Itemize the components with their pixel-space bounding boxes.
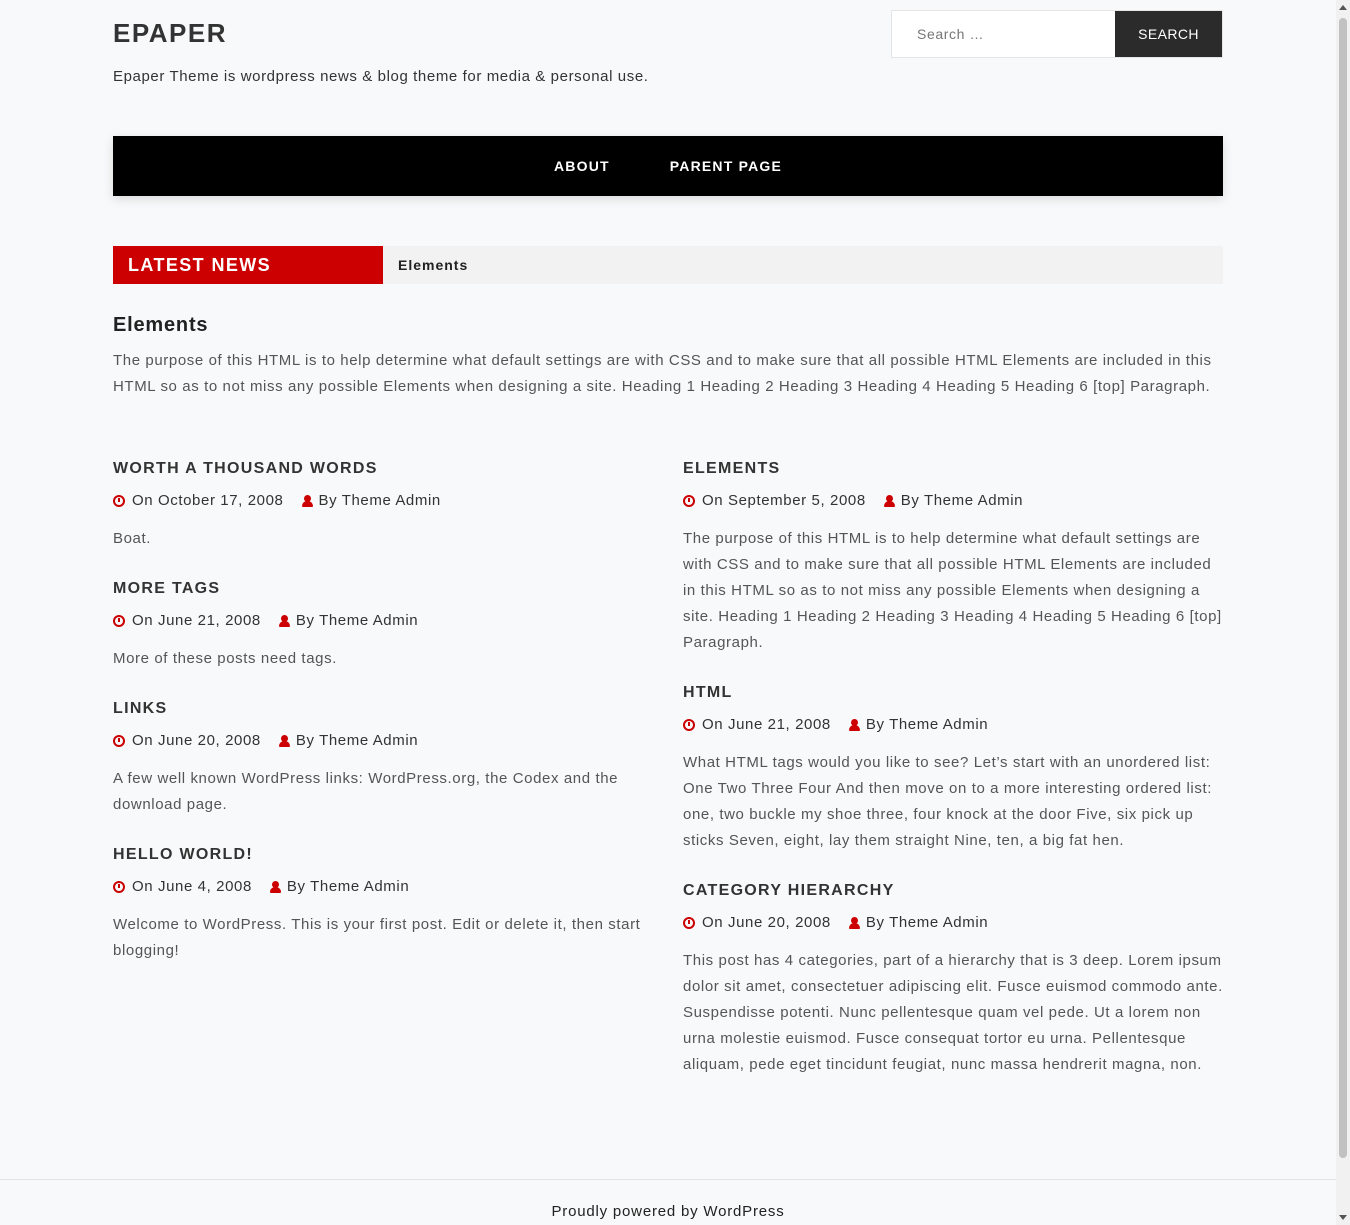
post-author-text: By Theme Admin — [865, 914, 989, 931]
post-item — [113, 458, 643, 552]
scroll-up-arrow-icon[interactable] — [1339, 5, 1347, 10]
post-title[interactable]: HTML — [683, 684, 733, 701]
scroll-down-arrow-icon[interactable] — [1339, 1215, 1347, 1220]
post-title[interactable]: LINKS — [113, 700, 168, 717]
post-title[interactable]: WORTH A THOUSAND WORDS — [113, 460, 378, 477]
search-button[interactable]: SEARCH — [1115, 11, 1222, 57]
site-tagline: Epaper Theme is wordpress news & blog theme for media & personal use. — [113, 68, 649, 85]
post-meta — [113, 730, 643, 752]
post-excerpt: More of these posts need tags. — [113, 650, 337, 667]
post-author[interactable] — [849, 912, 988, 934]
post-author-text: By Theme Admin — [900, 492, 1024, 509]
post-date[interactable] — [683, 714, 831, 736]
post-excerpt: This post has 4 categories, part of a hierarchy that is 3 deep. Lorem ipsum dolor sit amet, consectetuer adipiscing elit. Fusce euismod commodo ante. Suspendisse potenti. Nunc pellentesque quam vel pede. Ut a lorem non urna molestie euismod. Fusce consequat tortor eu urna. Pellentesque aliquam, pede eget tincidunt feugiat, nunc massa hendrerit magna, non. — [683, 952, 1223, 1073]
ticker-item[interactable]: Elements — [398, 257, 469, 273]
site-title[interactable]: EPAPER — [113, 18, 227, 48]
post-date-text: On June 20, 2008 — [132, 732, 261, 749]
latest-news-ticker — [113, 246, 1223, 284]
post-item — [683, 682, 1223, 854]
clock-icon — [113, 735, 125, 747]
post-meta — [113, 876, 643, 898]
post-item — [113, 698, 643, 818]
post-item — [683, 458, 1223, 656]
post-excerpt: A few well known WordPress links: WordPress.org, the Codex and the download page. — [113, 770, 619, 813]
post-author-text: By Theme Admin — [865, 716, 989, 733]
post-author-text: By Theme Admin — [318, 492, 441, 509]
footer-credit[interactable]: Proudly powered by WordPress — [551, 1203, 785, 1220]
post-author[interactable] — [279, 730, 418, 752]
post-meta — [683, 714, 1223, 736]
scrollbar-thumb[interactable] — [1339, 18, 1347, 1158]
post-meta — [683, 912, 1223, 934]
post-item — [683, 880, 1223, 1078]
nav-item-parent-page[interactable]: PARENT PAGE — [669, 158, 783, 174]
post-date[interactable] — [113, 610, 261, 632]
clock-icon — [113, 881, 125, 893]
scrollbar[interactable] — [1336, 0, 1350, 1225]
post-meta — [113, 610, 643, 632]
post-date[interactable] — [113, 730, 261, 752]
user-icon — [302, 495, 313, 507]
user-icon — [849, 917, 860, 929]
post-meta — [683, 490, 1223, 512]
post-date-text: On September 5, 2008 — [702, 492, 866, 509]
main-navigation — [113, 136, 1223, 196]
featured-post-text: The purpose of this HTML is to help determine what default settings are with CSS and to make sure that all possible HTML Elements are included in this HTML so as to not miss any possible Elements when designing a site. Heading 1 Heading 2 Heading 3 Heading 4 Heading 5 Heading 6 [top] Paragraph. — [113, 352, 1212, 395]
footer-divider — [0, 1179, 1336, 1180]
post-author[interactable] — [279, 610, 418, 632]
clock-icon — [683, 917, 695, 929]
post-date-text: On June 21, 2008 — [132, 612, 261, 629]
user-icon — [279, 615, 290, 627]
post-excerpt: The purpose of this HTML is to help determine what default settings are with CSS and to make sure that all possible HTML Elements are included in this HTML so as to not miss any possible Elements when designing a site. Heading 1 Heading 2 Heading 3 Heading 4 Heading 5 Heading 6 [top] Paragraph. — [683, 530, 1222, 651]
posts-column-right — [683, 458, 1223, 1104]
post-author-text: By Theme Admin — [295, 732, 419, 749]
user-icon — [279, 735, 290, 747]
post-date-text: On October 17, 2008 — [132, 492, 284, 509]
post-excerpt: Boat. — [113, 530, 152, 547]
post-title[interactable]: ELEMENTS — [683, 460, 781, 477]
post-date[interactable] — [113, 876, 252, 898]
clock-icon — [683, 719, 695, 731]
nav-item-about[interactable]: ABOUT — [553, 158, 610, 174]
post-date-text: On June 21, 2008 — [702, 716, 831, 733]
clock-icon — [113, 615, 125, 627]
featured-post-title[interactable]: Elements — [113, 314, 209, 336]
post-item — [113, 578, 643, 672]
post-title[interactable]: HELLO WORLD! — [113, 846, 254, 863]
user-icon — [884, 495, 895, 507]
user-icon — [270, 881, 281, 893]
post-title[interactable]: MORE TAGS — [113, 580, 221, 597]
post-date[interactable] — [683, 912, 831, 934]
post-date[interactable] — [113, 490, 284, 512]
post-date-text: On June 4, 2008 — [132, 878, 252, 895]
post-excerpt: Welcome to WordPress. This is your first post. Edit or delete it, then start blogging! — [113, 916, 641, 959]
post-author[interactable] — [302, 490, 441, 512]
posts-column-left — [113, 458, 643, 990]
post-item — [113, 844, 643, 964]
post-excerpt: What HTML tags would you like to see? Let’s start with an unordered list: One Two Three Four And then move on to a more interesting ordered list: one, two buckle my shoe three, four knock at the door Five, six pick up sticks Seven, eight, lay them straight Nine, ten, a big fat hen. — [683, 754, 1212, 849]
ticker-label: LATEST NEWS — [113, 246, 383, 284]
post-date[interactable] — [683, 490, 866, 512]
clock-icon — [683, 495, 695, 507]
post-author[interactable] — [884, 490, 1023, 512]
post-title[interactable]: CATEGORY HIERARCHY — [683, 882, 895, 899]
post-author[interactable] — [849, 714, 988, 736]
post-date-text: On June 20, 2008 — [702, 914, 831, 931]
user-icon — [849, 719, 860, 731]
post-author[interactable] — [270, 876, 409, 898]
clock-icon — [113, 495, 125, 507]
search-input[interactable] — [892, 11, 1115, 57]
post-author-text: By Theme Admin — [286, 878, 410, 895]
post-author-text: By Theme Admin — [295, 612, 419, 629]
post-meta — [113, 490, 643, 512]
search-form — [891, 10, 1223, 58]
